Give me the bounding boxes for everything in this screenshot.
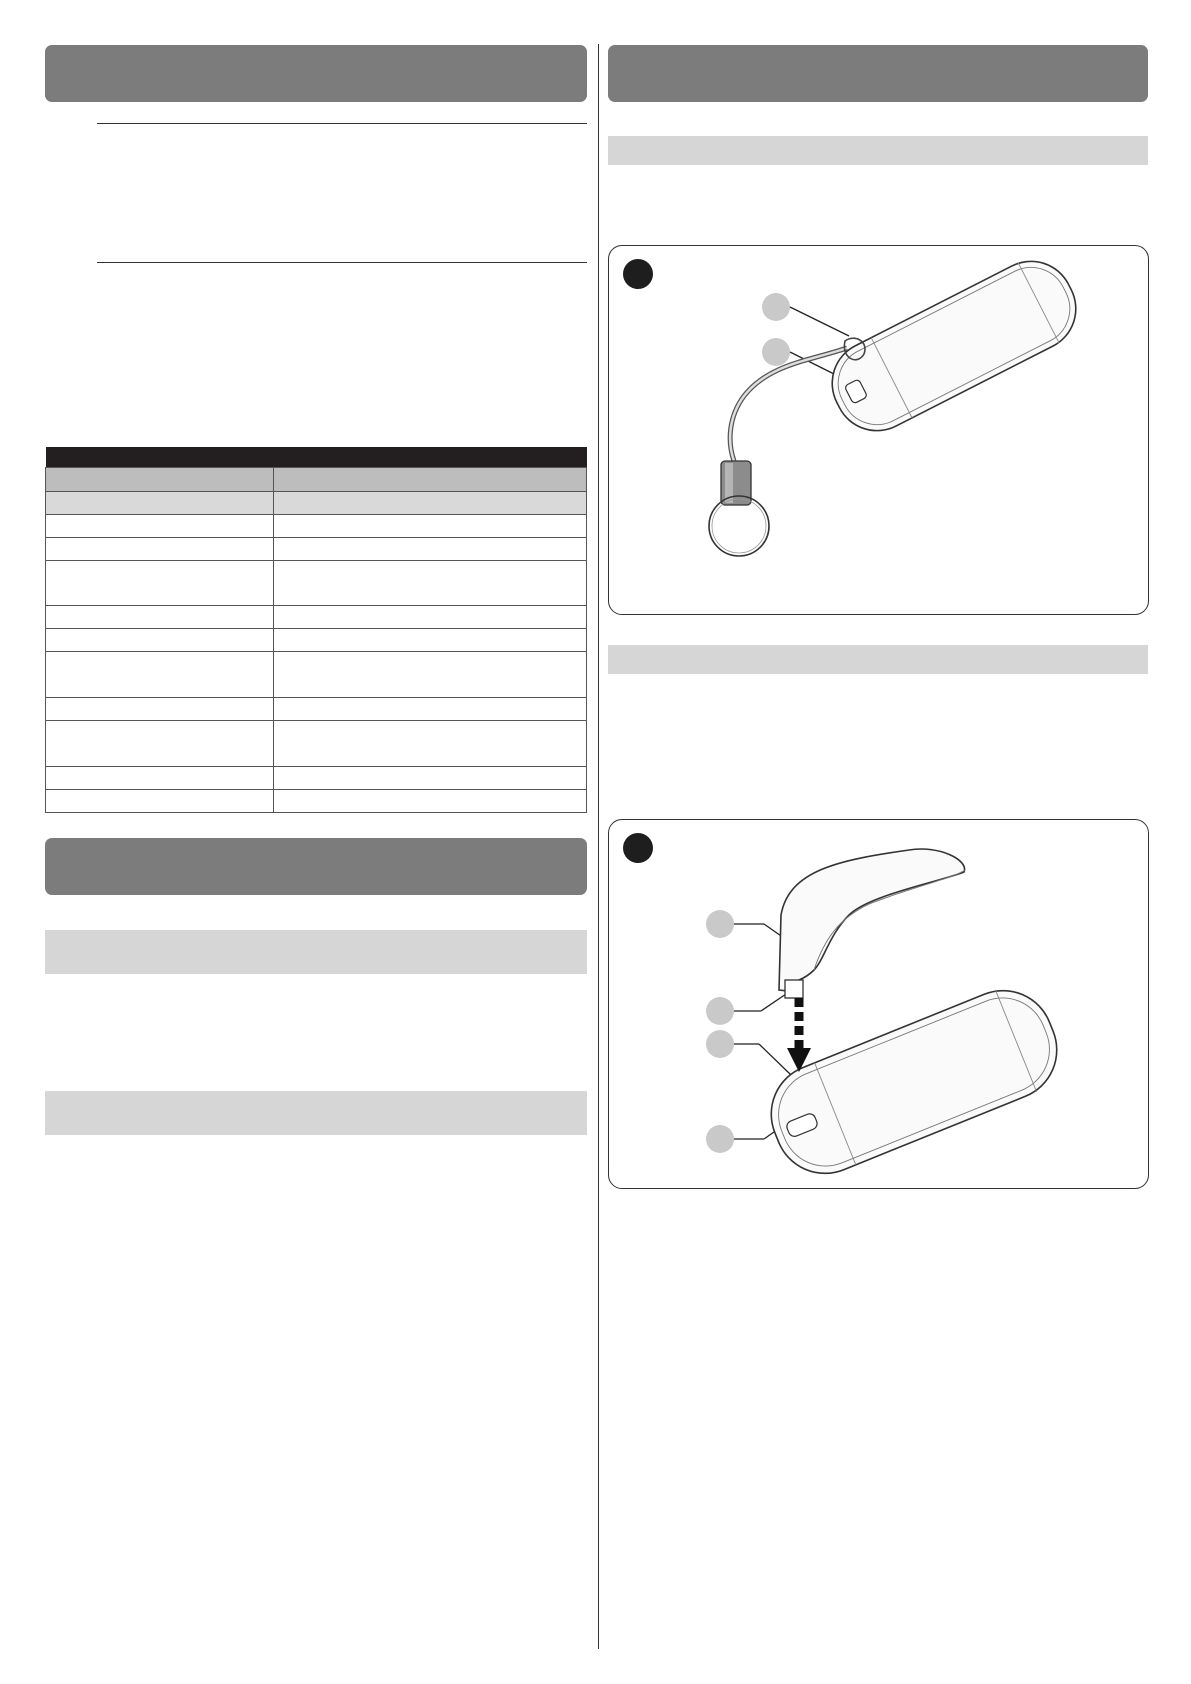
table-row bbox=[46, 629, 587, 652]
table-cell-value bbox=[274, 492, 587, 515]
subsection-header-b bbox=[45, 1091, 587, 1135]
intro-paragraph bbox=[97, 130, 587, 250]
table-cell-value bbox=[274, 767, 587, 790]
note-bottom-rule bbox=[97, 262, 587, 263]
table-cell-value bbox=[274, 606, 587, 629]
section-header-specs bbox=[45, 45, 587, 102]
table-title bbox=[46, 447, 587, 468]
table-cell-value bbox=[274, 629, 587, 652]
remote-clip-illustration bbox=[609, 820, 1148, 1188]
table-cell-label bbox=[46, 561, 274, 606]
remote-body bbox=[818, 247, 1091, 445]
subsection-header-1 bbox=[608, 136, 1148, 165]
table-row bbox=[46, 492, 587, 515]
table-cell-value bbox=[274, 790, 587, 813]
subsection-header-a bbox=[45, 930, 587, 974]
note-top-rule bbox=[97, 123, 587, 124]
figure-clip bbox=[608, 819, 1149, 1189]
table-cell-label bbox=[46, 652, 274, 698]
table-row bbox=[46, 652, 587, 698]
section-header-usage bbox=[45, 838, 587, 895]
note-paragraph bbox=[45, 270, 587, 430]
table-cell-label bbox=[46, 790, 274, 813]
table-cell-value bbox=[274, 561, 587, 606]
table-row bbox=[46, 515, 587, 538]
table-cell-label bbox=[46, 492, 274, 515]
table-cell-value bbox=[274, 698, 587, 721]
table-cell-label bbox=[46, 629, 274, 652]
table-cell-value bbox=[274, 652, 587, 698]
remote-lanyard-illustration bbox=[609, 246, 1148, 614]
table-row bbox=[46, 721, 587, 767]
table-row bbox=[46, 790, 587, 813]
table-cell-label bbox=[46, 468, 274, 492]
table-cell-label bbox=[46, 606, 274, 629]
figure-lanyard bbox=[608, 245, 1149, 615]
table-cell-value bbox=[274, 515, 587, 538]
subsection-header-2 bbox=[608, 645, 1148, 674]
table-row bbox=[46, 561, 587, 606]
table-cell-value bbox=[274, 721, 587, 767]
column-divider bbox=[598, 44, 599, 1649]
table-row bbox=[46, 468, 587, 492]
table-cell-label bbox=[46, 721, 274, 767]
table-cell-label bbox=[46, 767, 274, 790]
table-cell-label bbox=[46, 515, 274, 538]
table-row bbox=[46, 538, 587, 561]
table-row bbox=[46, 698, 587, 721]
section-header-accessories bbox=[608, 45, 1148, 102]
table-cell-label bbox=[46, 538, 274, 561]
table-cell-value bbox=[274, 538, 587, 561]
belt-clip bbox=[779, 849, 965, 992]
table-cell-value bbox=[274, 468, 587, 492]
table-row bbox=[46, 767, 587, 790]
technical-specs-table bbox=[45, 447, 587, 813]
table-row bbox=[46, 606, 587, 629]
table-cell-label bbox=[46, 698, 274, 721]
remote-body bbox=[756, 976, 1072, 1188]
table-title-row bbox=[46, 447, 587, 468]
